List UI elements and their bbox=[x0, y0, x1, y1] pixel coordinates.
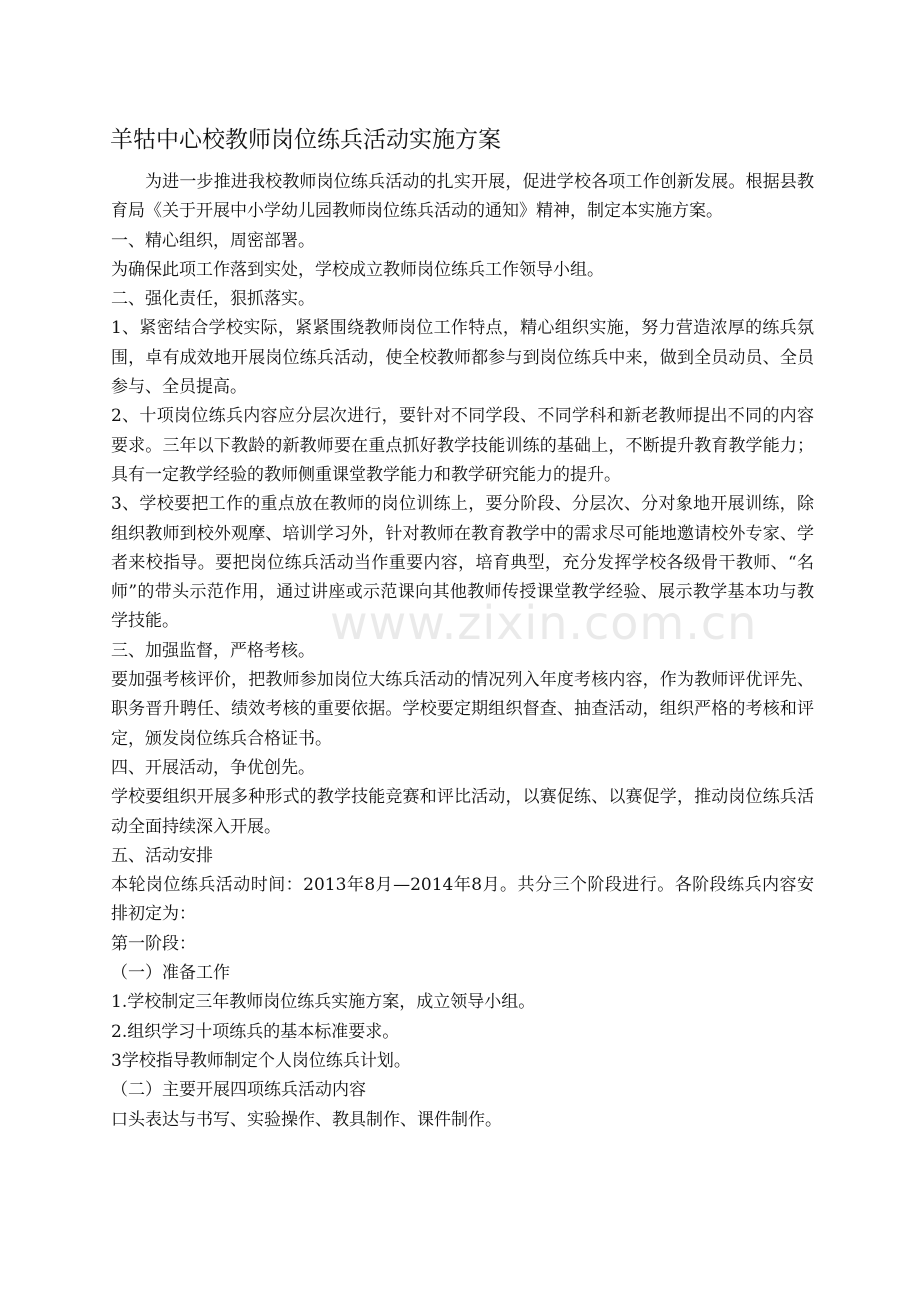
paragraph: 口头表达与书写、实验操作、教具制作、课件制作。 bbox=[111, 1109, 502, 1130]
document-body bbox=[111, 168, 814, 1135]
section-heading-4: 四、开展活动，争优创先。 bbox=[111, 757, 315, 778]
list-item-3: 3、学校要把工作的重点放在教师的岗位训练上，要分阶段、分层次、分对象地开展训练，除组织教师到校外观摩、培训学习外，针对教师在教育教学中的需求尽可能地邀请校外专家、学者来校指导。要把岗位练兵活动当作重要内容，培育典型，充分发挥学校各级骨干教师、“名师”的带头示范作用，通过讲座或示范课向其他教师传授课堂教学经验、展示教学基本功与教学技能。 bbox=[111, 494, 814, 632]
stage-heading: 第一阶段： bbox=[111, 933, 196, 954]
list-item: 2.组织学习十项练兵的基本标准要求。 bbox=[111, 1021, 400, 1042]
sub-heading: （二）主要开展四项练兵活动内容 bbox=[111, 1080, 366, 1101]
section-heading-2: 二、强化责任，狠抓落实。 bbox=[111, 289, 315, 310]
list-item-2: 2、十项岗位练兵内容应分层次进行，要针对不同学段、不同学科和新老教师提出不同的内容要求。三年以下教龄的新教师要在重点抓好教学技能训练的基础上，不断提升教育教学能力；具有一定教学经验的教师侧重课堂教学能力和教学研究能力的提升。 bbox=[111, 406, 814, 485]
list-item: 3学校指导教师制定个人岗位练兵计划。 bbox=[111, 1050, 411, 1071]
section-heading-1: 一、精心组织，周密部署。 bbox=[111, 230, 315, 251]
paragraph: 本轮岗位练兵活动时间：2013年8月—2014年8月。共分三个阶段进行。各阶段练兵内容安排初定为： bbox=[111, 875, 814, 925]
intro-paragraph: 为进一步推进我校教师岗位练兵活动的扎实开展，促进学校各项工作创新发展。根据县教育局《关于开展中小学幼儿园教师岗位练兵活动的通知》精神，制定本实施方案。 bbox=[111, 172, 814, 222]
document-title: 羊牯中心校教师岗位练兵活动实施方案 bbox=[110, 127, 501, 153]
paragraph: 学校要组织开展多种形式的教学技能竞赛和评比活动，以赛促练、以赛促学，推动岗位练兵活动全面持续深入开展。 bbox=[111, 787, 814, 837]
watermark: www.zixin.com.cn bbox=[330, 596, 758, 650]
section-heading-3: 三、加强监督，严格考核。 bbox=[111, 640, 315, 661]
sub-heading: （一）准备工作 bbox=[111, 963, 230, 984]
paragraph: 为确保此项工作落到实处，学校成立教师岗位练兵工作领导小组。 bbox=[111, 259, 604, 280]
list-item-1: 1、紧密结合学校实际，紧紧围绕教师岗位工作特点，精心组织实施，努力营造浓厚的练兵氛围，卓有成效地开展岗位练兵活动，使全校教师都参与到岗位练兵中来，做到全员动员、全员参与、全员提高。 bbox=[111, 318, 814, 398]
list-item: 1.学校制定三年教师岗位练兵实施方案，成立领导小组。 bbox=[111, 992, 536, 1013]
paragraph: 要加强考核评价，把教师参加岗位大练兵活动的情况列入年度考核内容，作为教师评优评先、职务晋升聘任、绩效考核的重要依据。学校要定期组织督查、抽查活动，组织严格的考核和评定，颁发岗位练兵合格证书。 bbox=[111, 670, 814, 749]
section-heading-5: 五、活动安排 bbox=[111, 845, 213, 866]
